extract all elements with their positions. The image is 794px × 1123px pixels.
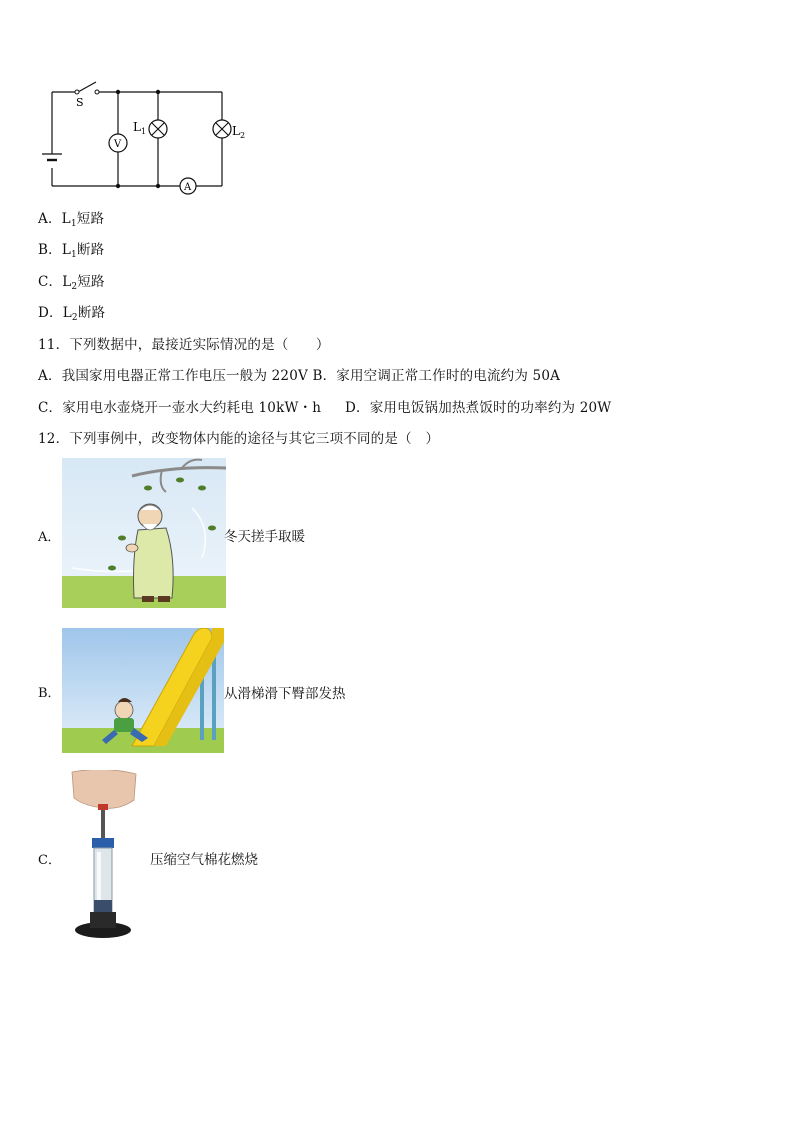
rubbing-hands-illustration — [62, 458, 226, 608]
fire-syringe-illustration — [64, 770, 144, 945]
q10-option-d: D．$L_2$断路 — [38, 305, 106, 323]
q12-stem: 12．下列事例中，改变物体内能的途径与其它三项不同的是（ ） — [38, 431, 440, 447]
q12-option-b-caption: 从滑梯滑下臀部发热 — [224, 686, 346, 702]
q10-option-c: C．$L_2$短路 — [38, 274, 105, 292]
ammeter-label: A — [184, 182, 192, 193]
q12-option-a-caption: 冬天搓手取暖 — [224, 529, 305, 545]
q10-option-b: B．$L_1$断路 — [38, 242, 105, 260]
q12-option-c-caption: 压缩空气棉花燃烧 — [150, 852, 258, 868]
circuit-diagram — [36, 74, 256, 196]
slide-illustration — [62, 628, 224, 753]
switch-label: S — [76, 96, 84, 109]
lamp2-symbol — [213, 120, 231, 138]
lamp2-label: $L_2$ — [232, 124, 246, 140]
q11-options-ab: A．我国家用电器正常工作电压一般为 220V B．家用空调正常工作时的电流约为 50A — [38, 368, 561, 384]
lamp1-symbol — [149, 120, 167, 138]
q11-option-d: D．家用电饭锅加热煮饭时的功率约为 20W — [345, 400, 612, 416]
q11-option-c: C．家用电水壶烧开一壶水大约耗电 10kW・h — [38, 400, 322, 416]
q10-option-a: A．$L_1$短路 — [38, 211, 105, 229]
q12-option-a-letter: A． — [38, 530, 61, 545]
q11-stem: 11．下列数据中，最接近实际情况的是（ ） — [38, 337, 330, 353]
q12-option-c-letter: C． — [38, 853, 61, 868]
voltmeter-label: V — [114, 139, 122, 150]
lamp1-label: $L_1$ — [133, 120, 147, 136]
q12-option-b-letter: B． — [38, 686, 61, 701]
